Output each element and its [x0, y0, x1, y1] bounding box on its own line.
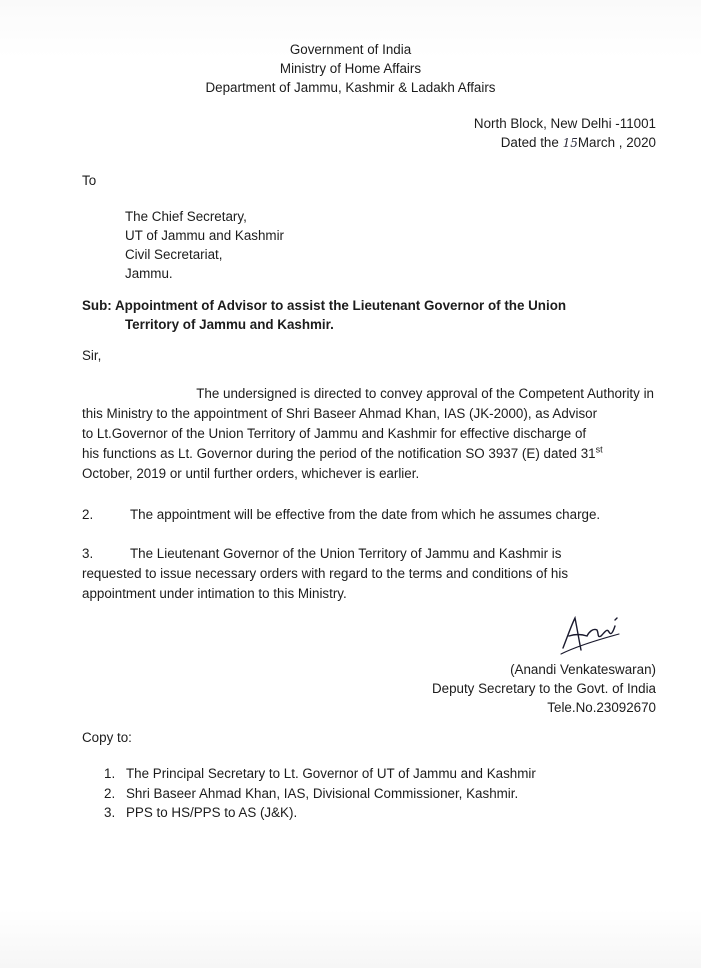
recipient-line-2: UT of Jammu and Kashmir: [125, 228, 285, 243]
para1-line-2: this Ministry to the appointment of Shri Baseer Ahmad Khan, IAS (JK-2000), as Advisor: [82, 406, 598, 421]
para1-sup: st: [595, 444, 603, 455]
signatory-name: (Anandi Venkateswaran): [510, 662, 656, 677]
para3-number: 3.: [82, 546, 94, 561]
copy-to-item: [104, 803, 536, 823]
subject-line-2: Territory of Jammu and Kashmir.: [125, 317, 334, 332]
para3-line-2: requested to issue necessary orders with regard to the terms and conditions of his: [82, 566, 569, 581]
handwritten-date: 15: [562, 136, 578, 150]
signatory-designation: Deputy Secretary to the Govt. of India: [431, 681, 656, 696]
recipient-line-4: Jammu.: [125, 266, 173, 281]
para1-line-3: to Lt.Governor of the Union Territory of Jammu and Kashmir for effective discharge of: [82, 426, 587, 441]
subject-label: Sub:: [82, 298, 112, 313]
signature-image: [557, 610, 627, 658]
copy-item-text: The Principal Secretary to Lt. Governor of UT of Jammu and Kashmir: [126, 766, 536, 781]
para2-text: The appointment will be effective from the date from which he assumes charge.: [130, 507, 601, 522]
copy-item-number: 2.: [104, 785, 116, 801]
signatory-tele: Tele.No.23092670: [547, 700, 656, 715]
date-line: [501, 133, 656, 154]
date-prefix: Dated the: [500, 135, 559, 150]
copy-item-number: 3.: [104, 805, 116, 820]
copy-item-number: 1.: [104, 766, 116, 781]
para1-line-4: [82, 444, 654, 464]
copy-to-label: Copy to:: [82, 730, 132, 745]
para2-number: 2.: [82, 507, 94, 522]
copy-item-text: Shri Baseer Ahmad Khan, IAS, Divisional Commissioner, Kashmir.: [126, 785, 519, 801]
date-suffix: March , 2020: [577, 135, 656, 150]
para1-line-5: October, 2019 or until further orders, whichever is earlier.: [82, 466, 420, 481]
address-place: North Block, New Delhi -11001: [473, 116, 656, 131]
recipient-line-3: Civil Secretariat,: [125, 247, 223, 262]
para1-line-1: The undersigned is directed to convey approval of the Competent Authority in: [196, 386, 654, 401]
copy-to-list: [104, 764, 536, 823]
salutation: Sir,: [82, 348, 102, 363]
para1-line-4-text: his functions as Lt. Governor during the period of the notification SO 3937 (E) dated 31: [82, 446, 596, 461]
recipient-line-1: The Chief Secretary,: [125, 209, 247, 224]
to-label: To: [82, 173, 97, 188]
copy-to-item: [104, 784, 536, 804]
copy-item-text: PPS to HS/PPS to AS (J&K).: [126, 805, 298, 820]
copy-to-item: [104, 764, 536, 784]
subject-text-1: Appointment of Advisor to assist the Lieutenant Governor of the Union: [114, 298, 567, 313]
header-government: Government of India: [289, 42, 412, 57]
subject-line-1: [82, 296, 654, 316]
para3-line-1: The Lieutenant Governor of the Union Territory of Jammu and Kashmir is: [130, 546, 562, 561]
para3-line-3: appointment under intimation to this Ministry.: [82, 586, 347, 601]
header-department: Department of Jammu, Kashmir & Ladakh Affairs: [205, 80, 496, 95]
header-ministry: Ministry of Home Affairs: [279, 61, 422, 76]
